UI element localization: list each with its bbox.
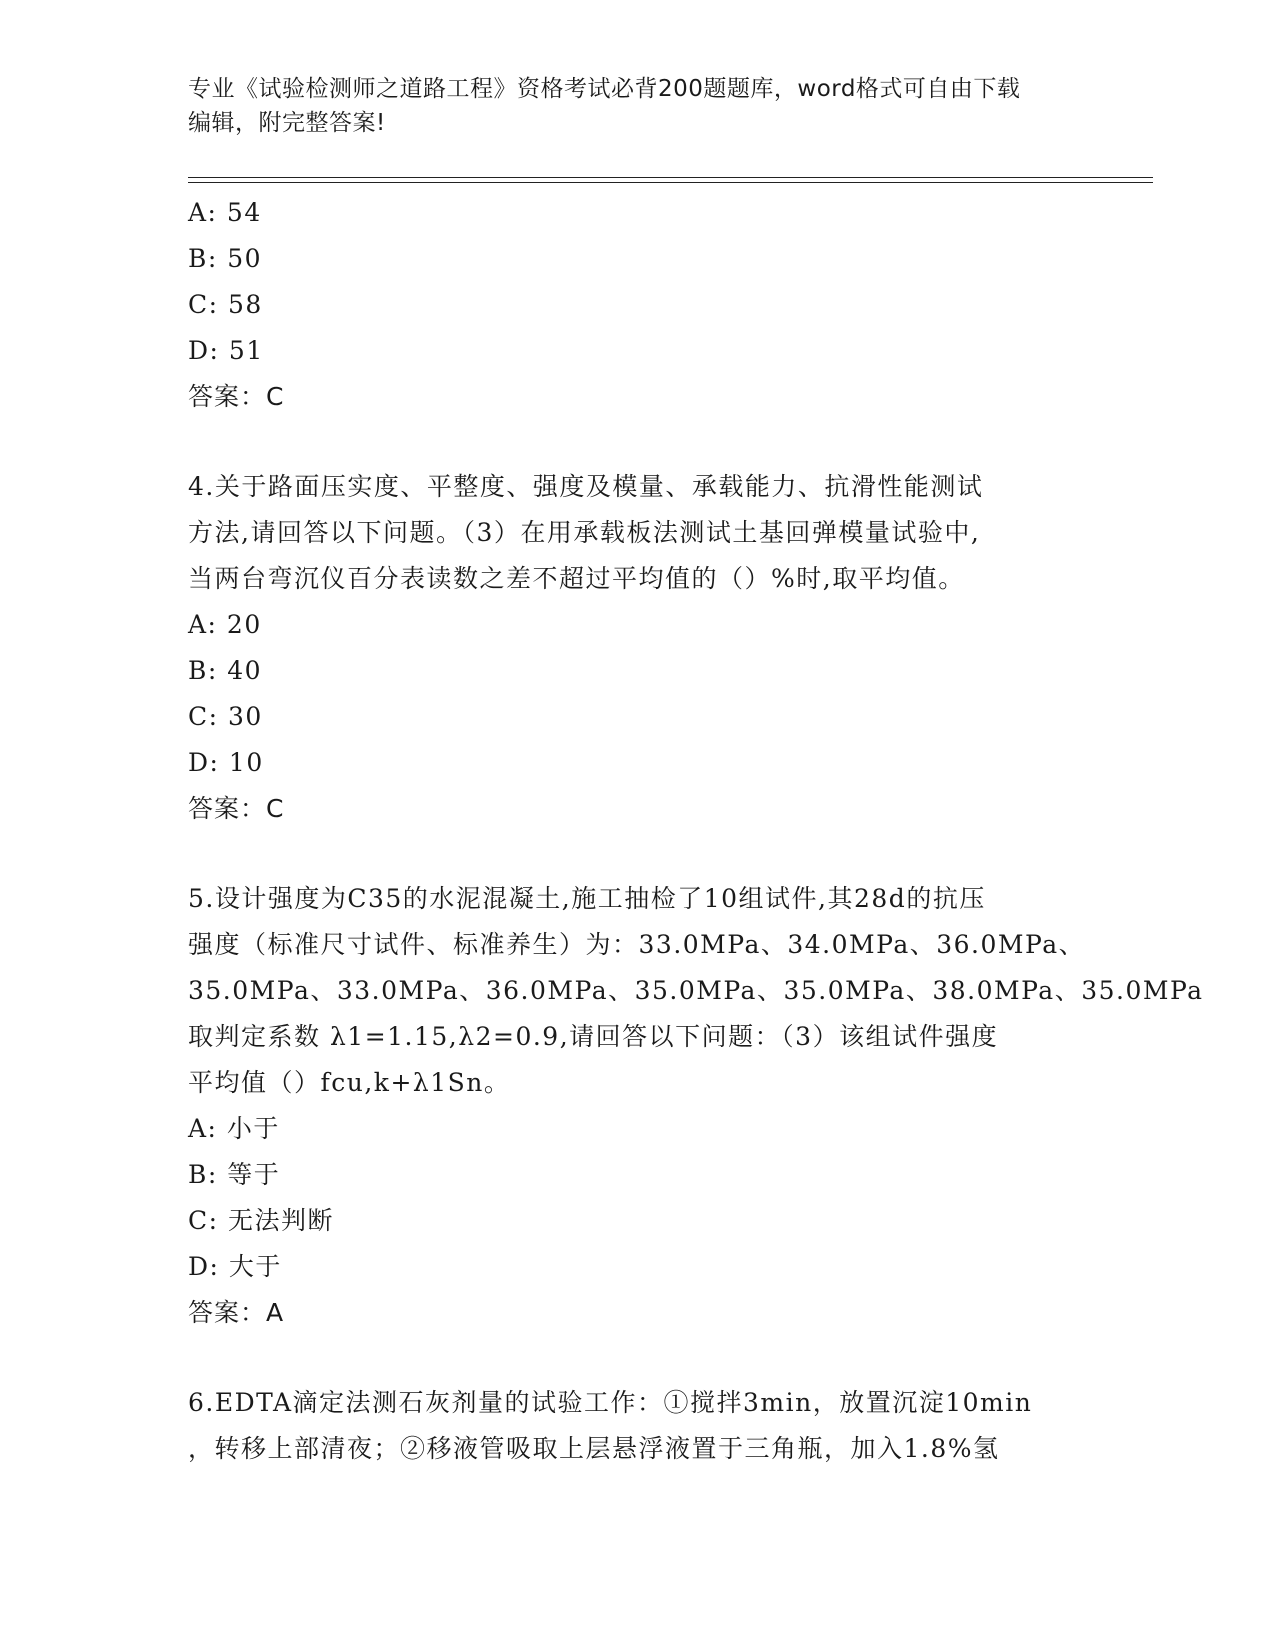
option-c: C: 58 [188,290,263,319]
question-text-line: 4.关于路面压实度、平整度、强度及模量、承载能力、抗滑性能测试 [188,472,984,501]
option-d: D: 大于 [188,1252,282,1281]
question-text-line: 6.EDTA滴定法测石灰剂量的试验工作：①搅拌3min，放置沉淀10min [188,1388,1033,1417]
header-divider-bottom [188,182,1153,183]
header-line-1: 专业《试验检测师之道路工程》资格考试必背200题题库，word格式可自由下载 [188,76,1021,102]
option-c: C: 30 [188,702,263,731]
question-5 [188,876,1204,1336]
question-text-line: 取判定系数 λ1=1.15,λ2=0.9,请回答以下问题：（3）该组试件强度 [188,1022,999,1051]
answer-label: 答案：C [188,794,285,823]
question-text-line: 方法,请回答以下问题。（3）在用承载板法测试土基回弹模量试验中, [188,518,981,547]
document-header [188,72,1088,140]
question-text-line: 5.设计强度为C35的水泥混凝土,施工抽检了10组试件,其28d的抗压 [188,884,986,913]
question-text-line: 强度（标准尺寸试件、标准养生）为：33.0MPa、34.0MPa、36.0MPa、 [188,930,1086,959]
header-divider-top [188,177,1153,178]
option-d: D: 10 [188,748,264,777]
question-6 [188,1380,1088,1472]
option-a: A: 小于 [188,1114,280,1143]
option-b: B: 40 [188,656,263,685]
answer-label: 答案：A [188,1298,285,1327]
option-d: D: 51 [188,336,264,365]
question-4 [188,464,1088,832]
option-b: B: 等于 [188,1160,281,1189]
header-line-2: 编辑，附完整答案! [188,110,386,136]
question-text-line: 35.0MPa、33.0MPa、36.0MPa、35.0MPa、35.0MPa、38.0MPa、35.0MPa [188,976,1204,1005]
question-text-line: ，转移上部清夜；②移液管吸取上层悬浮液置于三角瓶，加入1.8%氢 [188,1434,1000,1463]
option-a: A: 20 [188,610,262,639]
question-text-line: 当两台弯沉仪百分表读数之差不超过平均值的（）%时,取平均值。 [188,564,965,593]
document-body [188,190,1204,1472]
option-c: C: 无法判断 [188,1206,334,1235]
question-3 [188,190,1088,420]
question-text-line: 平均值（）fcu,k+λ1Sn。 [188,1068,511,1097]
option-a: A: 54 [188,198,262,227]
answer-label: 答案：C [188,382,285,411]
option-b: B: 50 [188,244,263,273]
